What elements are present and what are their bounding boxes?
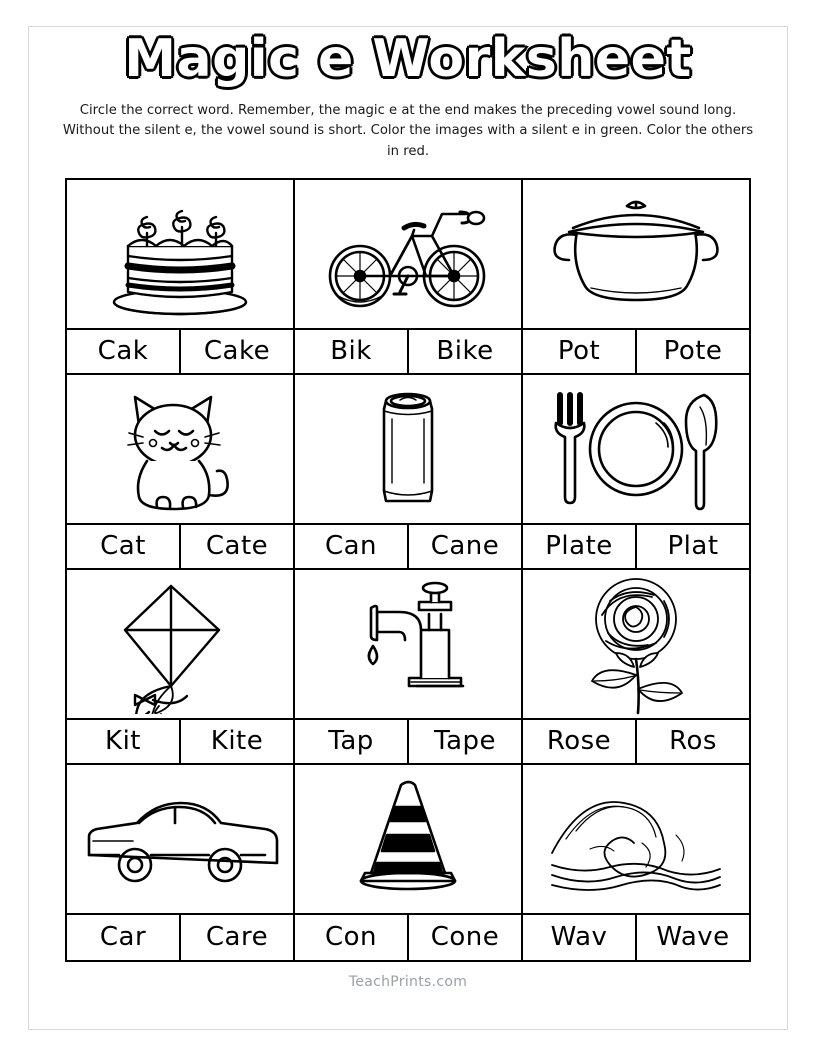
image-row (67, 570, 749, 720)
word-pair (521, 525, 749, 568)
image-cell (295, 180, 523, 330)
word-choice[interactable]: Cone (407, 915, 521, 960)
word-choice[interactable]: Kit (105, 726, 141, 757)
word-choice[interactable]: Cake (179, 330, 293, 373)
image-cell (295, 375, 523, 525)
word-pair (293, 330, 521, 373)
image-cell (67, 570, 295, 720)
cake-slice-illustration (90, 184, 270, 324)
word-choice[interactable]: Tap (328, 726, 374, 757)
instructions-text: Circle the correct word. Remember, the magic e at the end makes the preceding vowel sound long. Without the silent e, the vowel sound is short. Color the images with a silent e in green. Color the others in red. (62, 102, 754, 159)
word-pair (293, 525, 521, 568)
word-choice[interactable]: Pot (557, 336, 601, 367)
image-row (67, 765, 749, 915)
word-choice[interactable]: Care (179, 915, 293, 960)
word-choice[interactable]: Bike (407, 330, 521, 373)
image-cell (523, 180, 749, 330)
word-choice[interactable]: Cane (407, 525, 521, 568)
word-pair (67, 525, 293, 568)
word-choice[interactable]: Car (99, 922, 147, 953)
image-cell (67, 375, 295, 525)
worksheet-grid (65, 178, 751, 962)
bicycle-illustration (308, 184, 508, 324)
word-choice[interactable]: Con (324, 922, 378, 953)
word-pair (67, 720, 293, 763)
word-choice[interactable]: Pote (635, 330, 749, 373)
rose-flower-illustration (536, 571, 736, 717)
image-cell (67, 180, 295, 330)
image-cell (523, 570, 749, 720)
cat-illustration (95, 379, 265, 519)
word-pair (521, 720, 749, 763)
car-illustration (75, 779, 285, 899)
word-choice[interactable]: Kite (179, 720, 293, 763)
image-cell (295, 765, 523, 915)
ocean-wave-illustration (546, 779, 726, 899)
image-cell (295, 570, 523, 720)
title-block (108, 29, 708, 89)
image-cell (67, 765, 295, 915)
image-cell (523, 765, 749, 915)
kite-illustration (95, 574, 265, 714)
word-choice[interactable]: Tape (407, 720, 521, 763)
word-row (67, 330, 749, 375)
word-pair (521, 330, 749, 373)
image-cell (523, 375, 749, 525)
word-pair (293, 720, 521, 763)
faucet-tap-illustration (313, 574, 503, 714)
word-pair (521, 915, 749, 960)
word-choice[interactable]: Cat (100, 531, 146, 562)
word-choice[interactable]: Plat (635, 525, 749, 568)
soda-can-illustration (348, 379, 468, 519)
word-row (67, 720, 749, 765)
word-choice[interactable]: Can (324, 531, 378, 562)
image-row (67, 375, 749, 525)
footer-brand: TeachPrints.com (348, 973, 468, 990)
word-pair (67, 330, 293, 373)
word-choice[interactable]: Ros (635, 720, 749, 763)
cooking-pot-illustration (541, 184, 731, 324)
traffic-cone-illustration (333, 769, 483, 909)
image-row (67, 180, 749, 330)
word-row (67, 915, 749, 960)
word-choice[interactable]: Bik (330, 336, 372, 367)
word-choice[interactable]: Plate (545, 531, 613, 562)
page-title: Magic e Worksheet (124, 29, 692, 89)
word-pair (67, 915, 293, 960)
plate-cutlery-illustration (536, 379, 736, 519)
word-choice[interactable]: Cate (179, 525, 293, 568)
word-pair (293, 915, 521, 960)
word-row (67, 525, 749, 570)
word-choice[interactable]: Cak (97, 336, 149, 367)
word-choice[interactable]: Wav (550, 922, 608, 953)
word-choice[interactable]: Rose (546, 726, 612, 757)
word-choice[interactable]: Wave (635, 915, 749, 960)
